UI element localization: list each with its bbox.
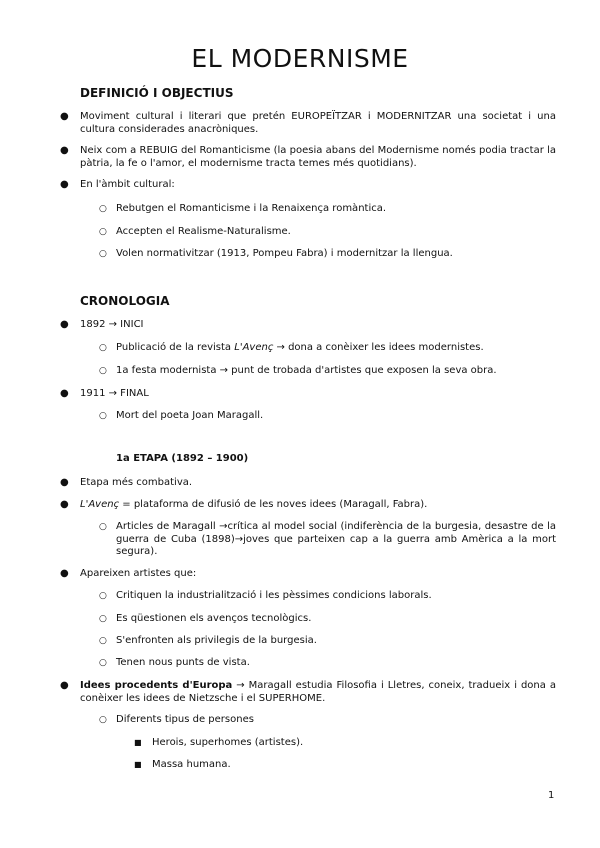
circle-bullet-icon: ○ (99, 658, 107, 668)
bullet-icon: ● (60, 477, 69, 488)
sub-list-item: 1a festa modernista → punt de trobada d'artistes que exposen la seva obra. (116, 365, 497, 376)
list-item: Neix com a REBUIG del Romanticisme (la poesia abans del Modernisme només podia tractar la pàtria, la fe o l'amor, el modernisme tracta temes més quotidians). (80, 145, 556, 169)
circle-bullet-icon: ○ (99, 411, 107, 421)
bullet-icon: ● (60, 179, 69, 190)
list-item: Idees procedents d'Europa → Maragall estudia Filosofia i Lletres, coneix, tradueix i dona a conèixer les idees de Nietzsche i el SUPERHOME. (80, 680, 556, 704)
sub-list-item: Mort del poeta Joan Maragall. (116, 410, 264, 421)
circle-bullet-icon: ○ (99, 204, 107, 214)
heading-cronologia: CRONOLOGIA (80, 294, 170, 308)
sub-list-item: S'enfronten als privilegis de la burgesia. (116, 635, 317, 646)
list-item: Etapa més combativa. (80, 477, 193, 488)
list-item: 1892 → INICI (80, 319, 144, 330)
circle-bullet-icon: ○ (99, 614, 107, 624)
circle-bullet-icon: ○ (99, 522, 107, 532)
circle-bullet-icon: ○ (99, 715, 107, 725)
sub-list-item: Rebutgen el Romanticisme i la Renaixença romàntica. (116, 203, 387, 214)
bullet-icon: ● (60, 319, 69, 330)
list-item: L'Avenç = plataforma de difusió de les noves idees (Maragall, Fabra). (80, 499, 428, 510)
list-item: 1911 → FINAL (80, 388, 149, 399)
sub-list-item: Diferents tipus de persones (116, 714, 254, 725)
list-item: Apareixen artistes que: (80, 568, 197, 579)
sub-sub-list-item: Massa humana. (152, 759, 231, 770)
bullet-icon: ● (60, 680, 69, 691)
page-title: EL MODERNISME (191, 44, 409, 73)
sub-sub-list-item: Herois, superhomes (artistes). (152, 737, 304, 748)
sub-list-item: Accepten el Realisme-Naturalisme. (116, 226, 291, 237)
heading-definicio: DEFINICIÓ I OBJECTIUS (80, 86, 234, 100)
circle-bullet-icon: ○ (99, 636, 107, 646)
circle-bullet-icon: ○ (99, 249, 107, 259)
sub-list-item: Articles de Maragall →crítica al model social (indiferència de la burgesia, desastre de la guerra de Cuba (1898)→joves que parteixen cap a la guerra amb Amèrica a la mort segura). (116, 521, 556, 557)
page-number: 1 (548, 790, 555, 801)
bullet-icon: ● (60, 111, 69, 122)
list-item: Moviment cultural i literari que pretén EUROPEÏTZAR i MODERNITZAR una societat i una cultura considerades anacròniques. (80, 111, 556, 135)
square-bullet-icon: ■ (134, 738, 142, 747)
bullet-icon: ● (60, 145, 69, 156)
bullet-icon: ● (60, 499, 69, 510)
circle-bullet-icon: ○ (99, 227, 107, 237)
sub-list-item: Publicació de la revista L'Avenç → dona a conèixer les idees modernistes. (116, 342, 484, 353)
sub-list-item: Tenen nous punts de vista. (116, 657, 250, 668)
sub-list-item: Es qüestionen els avenços tecnològics. (116, 613, 312, 624)
heading-etapa: 1a ETAPA (1892 – 1900) (116, 453, 249, 464)
list-item: En l'àmbit cultural: (80, 179, 175, 190)
sub-list-item: Critiquen la industrialització i les pèssimes condicions laborals. (116, 590, 432, 601)
bullet-icon: ● (60, 388, 69, 399)
circle-bullet-icon: ○ (99, 591, 107, 601)
bullet-icon: ● (60, 568, 69, 579)
circle-bullet-icon: ○ (99, 366, 107, 376)
circle-bullet-icon: ○ (99, 343, 107, 353)
sub-list-item: Volen normativitzar (1913, Pompeu Fabra) i modernitzar la llengua. (116, 248, 453, 259)
square-bullet-icon: ■ (134, 760, 142, 769)
